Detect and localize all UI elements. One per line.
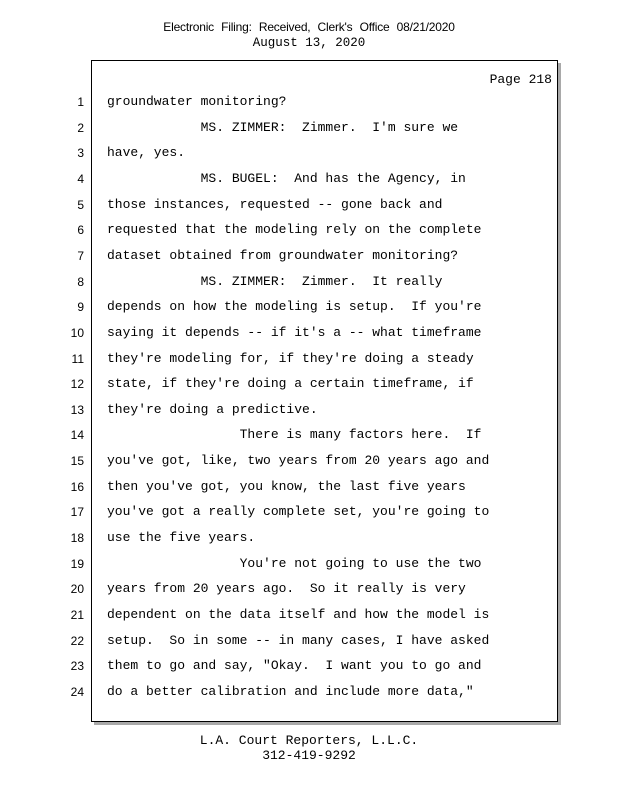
line-number: 3: [77, 146, 84, 160]
line-number: 1: [77, 95, 84, 109]
transcript-line-text: MS. ZIMMER: Zimmer. I'm sure we: [107, 120, 459, 135]
line-number: 17: [70, 505, 84, 519]
transcript-line-text: MS. BUGEL: And has the Agency, in: [107, 171, 466, 186]
line-number: 5: [77, 198, 84, 212]
transcript-line-text: have, yes.: [107, 145, 186, 160]
transcript-line-text: use the five years.: [107, 530, 256, 545]
transcript-line-text: depends on how the modeling is setup. If you're: [107, 299, 482, 314]
reporter-company: L.A. Court Reporters, L.L.C.: [199, 733, 419, 748]
transcript-line-text: requested that the modeling rely on the complete: [107, 222, 482, 237]
line-number: 20: [70, 582, 84, 596]
line-number: 15: [70, 454, 84, 468]
transcript-line-text: they're doing a predictive.: [107, 402, 318, 417]
transcript-line-text: saying it depends -- if it's a -- what timeframe: [107, 325, 482, 340]
transcript-line-text: then you've got, you know, the last five years: [107, 479, 466, 494]
transcript-line-text: they're modeling for, if they're doing a steady: [107, 351, 474, 366]
reporter-phone: 312-419-9292: [262, 748, 356, 763]
line-number: 8: [77, 275, 84, 289]
line-number: 14: [70, 428, 84, 442]
filing-stamp: Electronic Filing: Received, Clerk's Office 08/21/2020: [163, 20, 455, 34]
transcript-line-text: do a better calibration and include more data,": [107, 684, 474, 699]
transcript-line-text: you've got, like, two years from 20 years ago and: [107, 453, 490, 468]
hearing-date: August 13, 2020: [252, 36, 366, 50]
line-number: 21: [70, 608, 84, 622]
transcript-line-text: groundwater monitoring?: [107, 94, 287, 109]
transcript-line-text: MS. ZIMMER: Zimmer. It really: [107, 274, 443, 289]
transcript-line-text: them to go and say, "Okay. I want you to go and: [107, 658, 482, 673]
line-number: 19: [70, 557, 84, 571]
line-number: 16: [70, 480, 84, 494]
line-number: 2: [77, 121, 84, 135]
line-number: 22: [70, 634, 84, 648]
line-number: 9: [77, 300, 84, 314]
line-number: 11: [71, 352, 84, 366]
transcript-line-text: dataset obtained from groundwater monitoring?: [107, 248, 459, 263]
transcript-line-text: you've got a really complete set, you're going to: [107, 504, 490, 519]
line-number: 18: [70, 531, 84, 545]
transcript-page: [91, 60, 558, 722]
line-number: 12: [70, 377, 84, 391]
transcript-line-text: dependent on the data itself and how the model is: [107, 607, 490, 622]
line-number: 13: [70, 403, 84, 417]
page-number: Page 218: [489, 72, 552, 87]
transcript-line-text: You're not going to use the two: [107, 556, 482, 571]
line-number: 4: [77, 172, 84, 186]
transcript-line-text: There is many factors here. If: [107, 427, 482, 442]
line-number: 24: [70, 685, 84, 699]
line-number: 23: [70, 659, 84, 673]
line-number: 6: [77, 223, 84, 237]
line-number: 7: [77, 249, 84, 263]
transcript-line-text: setup. So in some -- in many cases, I have asked: [107, 633, 490, 648]
transcript-line-text: years from 20 years ago. So it really is very: [107, 581, 466, 596]
transcript-line-text: state, if they're doing a certain timeframe, if: [107, 376, 474, 391]
line-number: 10: [70, 326, 84, 340]
transcript-line-text: those instances, requested -- gone back and: [107, 197, 443, 212]
